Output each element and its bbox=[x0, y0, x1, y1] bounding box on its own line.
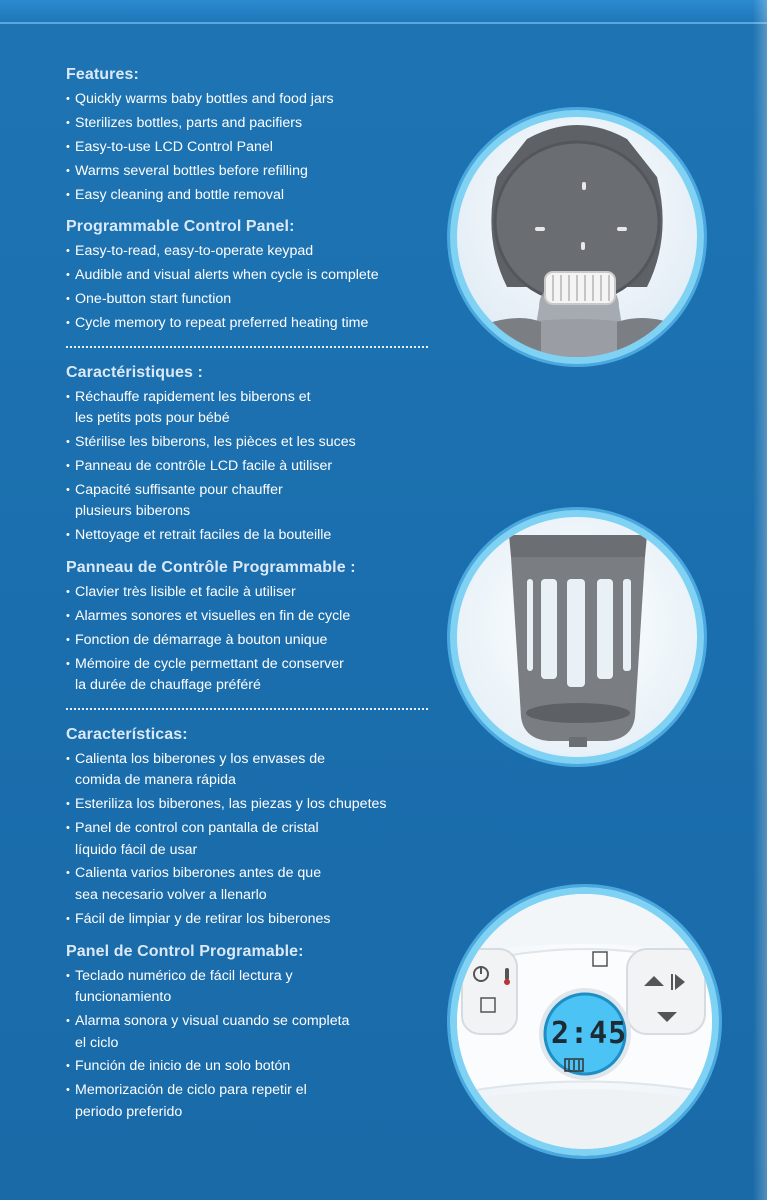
feature-list bbox=[66, 241, 446, 334]
list-item: • Warms several bottles before refilling bbox=[66, 161, 446, 183]
section-heading: Caractéristiques : bbox=[66, 363, 203, 381]
list-item: • Easy-to-use LCD Control Panel bbox=[66, 137, 446, 159]
list-item: • Función de inicio de un solo botón bbox=[66, 1056, 446, 1078]
list-item: • Memorización de ciclo para repetir el periodo preferido bbox=[66, 1080, 446, 1123]
list-item: • Sterilizes bottles, parts and pacifiers bbox=[66, 113, 446, 135]
list-item: • Stérilise les biberons, les pièces et les suces bbox=[66, 432, 446, 454]
warmer-lid-illustration bbox=[457, 117, 697, 357]
list-item: • Alarmes sonores et visuelles en fin de cycle bbox=[66, 606, 446, 628]
lcd-time-readout: 2:45 bbox=[551, 1016, 628, 1051]
feature-text-column bbox=[66, 64, 446, 1126]
section-heading: Features: bbox=[66, 66, 139, 83]
list-item: • Quickly warms baby bottles and food jars bbox=[66, 89, 446, 111]
box-top-edge bbox=[0, 0, 767, 24]
list-item: • Alarma sonora y visual cuando se completa el ciclo bbox=[66, 1011, 446, 1054]
section-heading: Panel de Control Programable: bbox=[66, 942, 304, 960]
feature-list bbox=[66, 582, 446, 697]
section-features-fr bbox=[66, 362, 446, 547]
list-item: • Mémoire de cycle permettant de conserver la durée de chauffage préféré bbox=[66, 654, 446, 697]
list-item: • Nettoyage et retrait faciles de la bouteille bbox=[66, 525, 446, 547]
box-side-highlight bbox=[753, 0, 767, 1200]
feature-list bbox=[66, 387, 446, 547]
list-item: • Panneau de contrôle LCD facile à utiliser bbox=[66, 456, 446, 478]
list-item: • Fonction de démarrage à bouton unique bbox=[66, 630, 446, 652]
bottle-basket-illustration bbox=[457, 517, 697, 757]
list-item: • Teclado numérico de fácil lectura y funcionamiento bbox=[66, 966, 446, 1009]
list-item: • Easy cleaning and bottle removal bbox=[66, 185, 446, 207]
section-control-panel-en bbox=[66, 216, 446, 334]
list-item: • Cycle memory to repeat preferred heating time bbox=[66, 313, 446, 335]
list-item: • One-button start function bbox=[66, 289, 446, 311]
warmer-lid-image bbox=[450, 110, 704, 364]
list-item: • Audible and visual alerts when cycle is complete bbox=[66, 265, 446, 287]
list-item: • Clavier très lisible et facile à utiliser bbox=[66, 582, 446, 604]
control-panel-image bbox=[450, 887, 719, 1156]
section-heading: Programmable Control Panel: bbox=[66, 218, 295, 236]
list-item: • Panel de control con pantalla de cristal líquido fácil de usar bbox=[66, 818, 446, 861]
section-control-panel-fr bbox=[66, 557, 446, 697]
list-item: • Fácil de limpiar y de retirar los biberones bbox=[66, 909, 446, 931]
list-item: • Esteriliza los biberones, las piezas y los chupetes bbox=[66, 794, 446, 816]
dotted-divider bbox=[66, 708, 428, 710]
feature-list bbox=[66, 966, 446, 1124]
list-item: • Calienta los biberones y los envases de comida de manera rápida bbox=[66, 749, 446, 792]
section-heading: Panneau de Contrôle Programmable : bbox=[66, 559, 356, 577]
list-item: • Réchauffe rapidement les biberons et les petits pots pour bébé bbox=[66, 387, 446, 430]
section-heading: Características: bbox=[66, 725, 188, 743]
section-features-en bbox=[66, 64, 446, 206]
dotted-divider bbox=[66, 346, 428, 348]
list-item: • Easy-to-read, easy-to-operate keypad bbox=[66, 241, 446, 263]
section-control-panel-es bbox=[66, 941, 446, 1124]
feature-list bbox=[66, 749, 446, 931]
feature-list bbox=[66, 89, 446, 206]
section-features-es bbox=[66, 724, 446, 931]
list-item: • Capacité suffisante pour chauffer plusieurs biberons bbox=[66, 480, 446, 523]
bottle-basket-image bbox=[450, 510, 704, 764]
list-item: • Calienta varios biberones antes de que sea necesario volver a llenarlo bbox=[66, 863, 446, 906]
